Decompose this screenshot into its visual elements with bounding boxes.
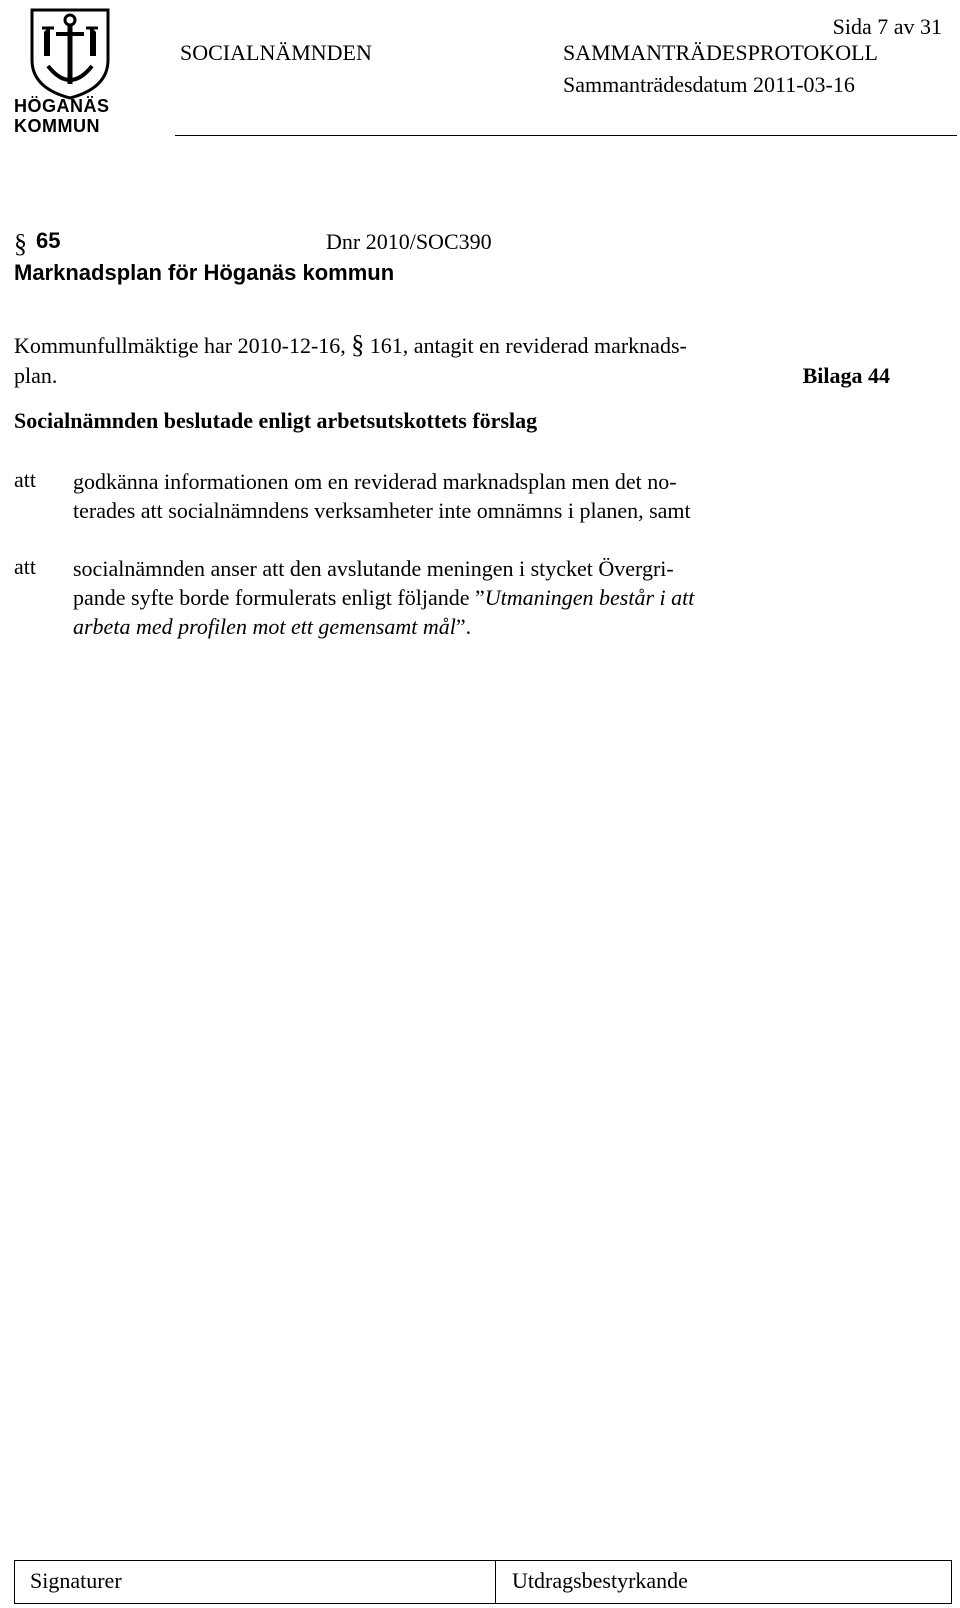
- decision-item-2-text: [73, 554, 793, 641]
- attachment-reference: Bilaga 44: [802, 363, 890, 388]
- section-number: 65: [36, 228, 61, 253]
- diary-number: Dnr 2010/SOC390: [326, 229, 492, 254]
- intro-part1: Kommunfullmäktige har 2010-12-16,: [14, 333, 352, 358]
- protocol-title: SAMMANTRÄDESPROTOKOLL: [563, 40, 878, 65]
- header-divider: [175, 135, 957, 136]
- intro-line-1: [14, 330, 914, 361]
- decision-item-2-line2-regular: pande syfte borde formulerats enligt följande ”: [73, 585, 485, 610]
- decision-item-2-line3-italic: arbeta med profilen mot ett gemensamt mål: [73, 614, 456, 639]
- certification-label: Utdragsbestyrkande: [512, 1568, 688, 1593]
- logo-text-line2: KOMMUN: [14, 116, 100, 136]
- decision-item-2-line2-italic: Utmaningen består i att: [484, 585, 695, 610]
- decision-heading: Socialnämnden beslutade enligt arbetsutskottets förslag: [14, 408, 538, 433]
- organization-name: SOCIALNÄMNDEN: [180, 40, 372, 65]
- decision-item-2-line3: [73, 612, 793, 641]
- decision-item-2-line2: [73, 583, 793, 612]
- logo-text: [14, 96, 110, 136]
- decision-item-1-line2: terades att socialnämndens verksamheter inte omnämns i planen, samt: [73, 498, 691, 523]
- page-number: Sida 7 av 31: [832, 14, 942, 39]
- section-title: Marknadsplan för Höganäs kommun: [14, 260, 395, 285]
- intro-paragraph: [14, 330, 914, 391]
- intro-part2: 161, antagit en reviderad marknads-: [364, 333, 687, 358]
- decision-item-1-line1: godkänna informationen om en reviderad marknadsplan men det no-: [73, 469, 677, 494]
- decision-item-1-label: att: [14, 467, 36, 492]
- decision-item-2-line3-regular: ”.: [455, 614, 472, 639]
- signature-box: [14, 1560, 952, 1604]
- intro-line-2: plan.: [14, 363, 58, 388]
- section-symbol: §: [14, 229, 27, 258]
- intro-section-symbol: §: [351, 330, 365, 359]
- logo-text-line1: HÖGANÄS: [14, 96, 110, 116]
- decision-item-1-text: [73, 467, 793, 525]
- signatures-label: Signaturer: [30, 1568, 122, 1593]
- decision-item-2-line1: socialnämnden anser att den avslutande meningen i stycket Övergri-: [73, 556, 674, 581]
- signature-box-divider: [495, 1560, 496, 1604]
- decision-item-2-label: att: [14, 554, 36, 579]
- meeting-date: Sammanträdesdatum 2011-03-16: [563, 72, 855, 97]
